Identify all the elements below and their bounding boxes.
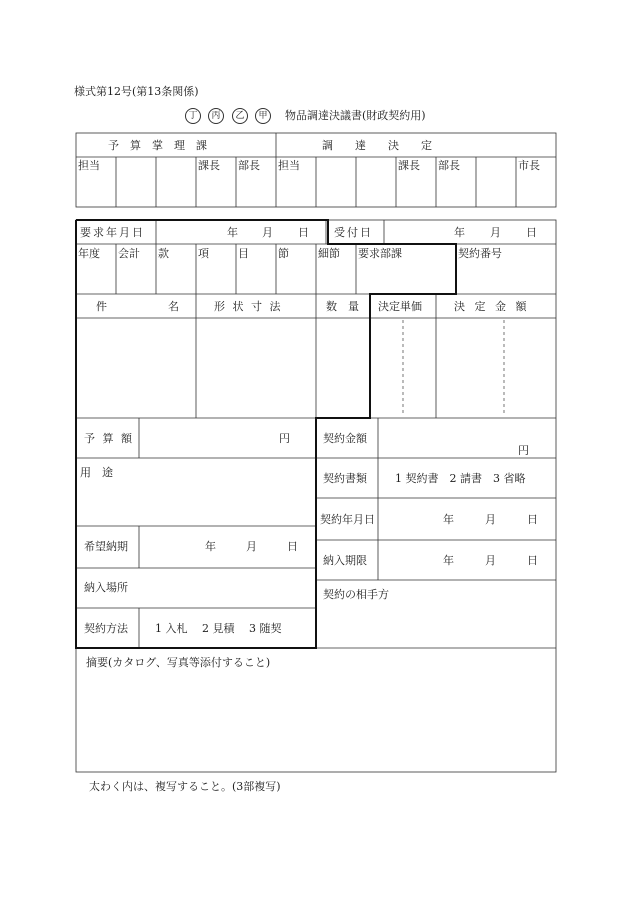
contract-number-label: 契約番号 — [458, 247, 502, 260]
copy-mark-3: 乙 — [232, 108, 248, 124]
delivery-place-label: 納入場所 — [84, 581, 128, 594]
date-unit-month: 月 — [485, 554, 496, 567]
budget-yen-unit: 円 — [279, 432, 290, 445]
item-col-header: 件 — [96, 300, 107, 313]
role-label: 担当 — [78, 159, 100, 172]
role-label: 課長 — [198, 159, 220, 172]
receipt-date-label: 受付日 — [334, 226, 373, 239]
date-unit-year: 年 — [227, 226, 238, 239]
code-label: 款 — [158, 247, 169, 260]
desired-delivery-label: 希望納期 — [84, 540, 128, 553]
date-unit-year: 年 — [443, 513, 454, 526]
procurement-heading: 調 達 決 定 — [322, 139, 432, 152]
item-col-header: 形 状 寸 法 — [214, 300, 283, 313]
date-unit-day: 日 — [287, 540, 298, 553]
budget-section-heading: 予 算 掌 理 課 — [108, 139, 207, 152]
code-label: 目 — [238, 247, 249, 260]
counterparty-label: 契約の相手方 — [323, 588, 389, 601]
date-unit-month: 月 — [485, 513, 496, 526]
date-unit-month: 月 — [262, 226, 273, 239]
contract-date-label: 契約年月日 — [320, 513, 375, 526]
purpose-label: 用 途 — [80, 466, 113, 479]
item-col-header: 名 — [168, 300, 179, 313]
contract-amount-label: 契約金額 — [323, 432, 367, 445]
summary-label: 摘要(カタログ、写真等添付すること) — [86, 656, 271, 669]
date-unit-day: 日 — [298, 226, 309, 239]
date-unit-day: 日 — [526, 226, 537, 239]
contract-doc-options: 1 契約書 2 請書 3 省略 — [395, 472, 526, 485]
copy-mark-4: 甲 — [255, 108, 271, 124]
date-unit-day: 日 — [527, 554, 538, 567]
budget-amount-label: 予 算 額 — [84, 432, 134, 445]
delivery-deadline-label: 納入期限 — [323, 554, 367, 567]
role-label: 課長 — [398, 159, 420, 172]
role-label: 部長 — [238, 159, 260, 172]
form-id: 様式第12号(第13条関係) — [74, 85, 199, 98]
date-unit-year: 年 — [443, 554, 454, 567]
copy-mark-2: 丙 — [208, 108, 224, 124]
role-label: 担当 — [278, 159, 300, 172]
contract-doc-label: 契約書類 — [323, 472, 367, 485]
date-unit-year: 年 — [454, 226, 465, 239]
role-label: 市長 — [518, 159, 540, 172]
footer-note: 太わく内は、複写すること。(3部複写) — [89, 780, 281, 793]
form-title: 物品調達決議書(財政契約用) — [285, 109, 426, 122]
code-label: 年度 — [78, 247, 100, 260]
contract-method-options: 1 入札 2 見積 3 随契 — [155, 622, 282, 635]
item-col-header: 数 量 — [326, 300, 359, 313]
code-label: 要求部課 — [358, 247, 402, 260]
code-label: 項 — [198, 247, 209, 260]
contract-method-label: 契約方法 — [84, 622, 128, 635]
code-label: 節 — [278, 247, 289, 260]
date-unit-month: 月 — [246, 540, 257, 553]
item-col-header: 決定単価 — [378, 300, 422, 313]
contract-yen-unit: 円 — [518, 444, 529, 457]
item-col-header: 決 定 金 額 — [454, 300, 530, 313]
role-label: 部長 — [438, 159, 460, 172]
code-label: 細節 — [318, 247, 340, 260]
request-date-label: 要求年月日 — [80, 226, 145, 239]
date-unit-month: 月 — [490, 226, 501, 239]
copy-mark-1: 丁 — [185, 108, 201, 124]
code-label: 会計 — [118, 247, 140, 260]
date-unit-day: 日 — [527, 513, 538, 526]
date-unit-year: 年 — [205, 540, 216, 553]
